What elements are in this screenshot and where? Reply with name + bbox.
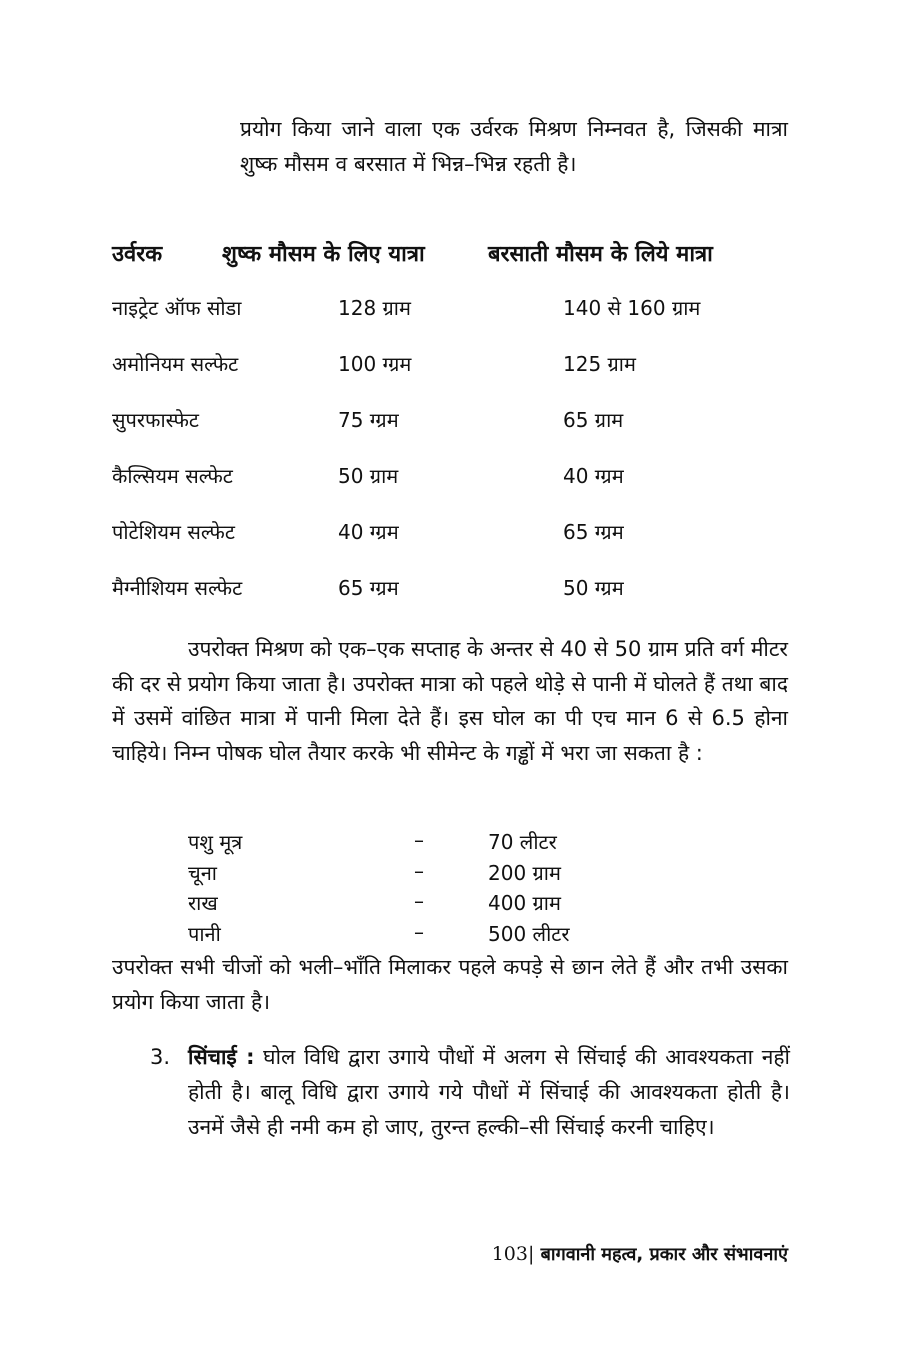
- table-row: [112, 350, 792, 406]
- section-number: 3.: [150, 1045, 171, 1069]
- rainy-quantity: 125 ग्राम: [563, 352, 636, 376]
- dry-quantity: 128 ग्राम: [338, 296, 411, 320]
- section-body: [188, 1040, 790, 1145]
- table-row: [112, 574, 792, 630]
- page-footer: [492, 1242, 788, 1266]
- ingredient-quantity: 70 लीटर: [488, 830, 557, 854]
- ingredient-quantity: 500 लीटर: [488, 921, 570, 946]
- dry-quantity: 50 ग्राम: [338, 464, 399, 488]
- list-item: [188, 859, 608, 890]
- ingredient-dash: –: [414, 919, 424, 944]
- fertilizer-name: कैल्सियम सल्फेट: [112, 464, 233, 488]
- header-dry-season: शुष्क मौसम के लिए यात्रा: [222, 242, 425, 267]
- fertilizer-table-header: [112, 238, 792, 270]
- ingredient-quantity: 200 ग्राम: [488, 860, 561, 885]
- table-row: [112, 518, 792, 574]
- dry-quantity: 100 ग्ग्रम: [338, 352, 412, 376]
- fertilizer-name: नाइट्रेट ऑफ सोडा: [112, 296, 242, 320]
- ingredient-name: चूना: [188, 860, 217, 885]
- ingredient-dash: –: [414, 889, 424, 913]
- rainy-quantity: 40 ग्ग्रम: [563, 464, 624, 488]
- list-item: [188, 920, 608, 951]
- list-item: [188, 889, 608, 920]
- ingredient-quantity: 400 ग्राम: [488, 891, 561, 915]
- ingredient-dash: –: [414, 828, 424, 852]
- ingredient-name: पानी: [188, 921, 221, 946]
- intro-paragraph: प्रयोग किया जाने वाला एक उर्वरक मिश्रण निम्नवत है, जिसकी मात्रा शुष्क मौसम व बरसात में भिन्न–भिन्न रहती है।: [240, 117, 788, 176]
- rainy-quantity: 140 से 160 ग्राम: [563, 296, 701, 320]
- application-text: उपरोक्त मिश्रण को एक–एक सप्ताह के अन्तर से 40 से 50 ग्राम प्रति वर्ग मीटर की दर से प्रयोग किया जाता है। उपरोक्त मात्रा को पहले थोड़े से पानी में घोलते हैं तथा बाद में उसमें वांछित मात्रा में पानी मिला देते हैं। इस घोल का पी एच मान 6 से 6.5 होना चाहिये। निम्न पोषक घोल तैयार करके भी सीमेन्ट के गड्ढों में भरा जा सकता है :: [112, 637, 788, 765]
- section-heading: सिंचाई :: [188, 1045, 255, 1069]
- fertilizer-name: अमोनियम सल्फेट: [112, 352, 239, 376]
- fertilizer-name: सुपरफास्फेट: [112, 408, 199, 432]
- irrigation-section: [150, 1040, 790, 1145]
- filtering-paragraph: उपरोक्त सभी चीजों को भली–भाँति मिलाकर पहले कपड़े से छान लेते हैं और तभी उसका प्रयोग किया जाता है।: [112, 955, 788, 1014]
- header-rainy-season: बरसाती मौसम के लिये मात्रा: [488, 242, 713, 267]
- table-row: [112, 462, 792, 518]
- dry-quantity: 75 ग्ग्रम: [338, 408, 399, 432]
- ingredient-name: पशु मूत्र: [188, 830, 243, 854]
- ingredient-dash: –: [414, 858, 424, 883]
- fertilizer-name: पोटेशियम सल्फेट: [112, 520, 235, 544]
- page-number: 103|: [491, 1243, 535, 1265]
- fertilizer-table-body: [112, 294, 792, 630]
- table-row: [112, 406, 792, 462]
- dry-quantity: 65 ग्ग्रम: [338, 576, 399, 600]
- nutrient-solution-list: [188, 828, 608, 950]
- section-text: घोल विधि द्वारा उगाये पौधों में अलग से सिंचाई की आवश्यकता नहीं होती है। बालू विधि द्वारा उगाये गये पौधों में सिंचाई की आवश्यकता होती है। उनमें जैसे ही नमी कम हो जाए, तुरन्त हल्की–सी सिंचाई करनी चाहिए।: [188, 1045, 790, 1139]
- book-title: बागवानी महत्व, प्रकार और संभावनाएं: [534, 1244, 788, 1265]
- rainy-quantity: 65 ग्ग्रम: [563, 520, 624, 544]
- table-row: [112, 294, 792, 350]
- rainy-quantity: 50 ग्ग्रम: [563, 576, 624, 600]
- rainy-quantity: 65 ग्राम: [563, 408, 624, 432]
- fertilizer-name: मैग्नीशियम सल्फेट: [112, 576, 243, 600]
- application-paragraph: [112, 632, 788, 770]
- dry-quantity: 40 ग्ग्रम: [338, 520, 399, 544]
- ingredient-name: राख: [188, 891, 218, 915]
- list-item: [188, 828, 608, 859]
- header-fertilizer: उर्वरक: [112, 242, 163, 267]
